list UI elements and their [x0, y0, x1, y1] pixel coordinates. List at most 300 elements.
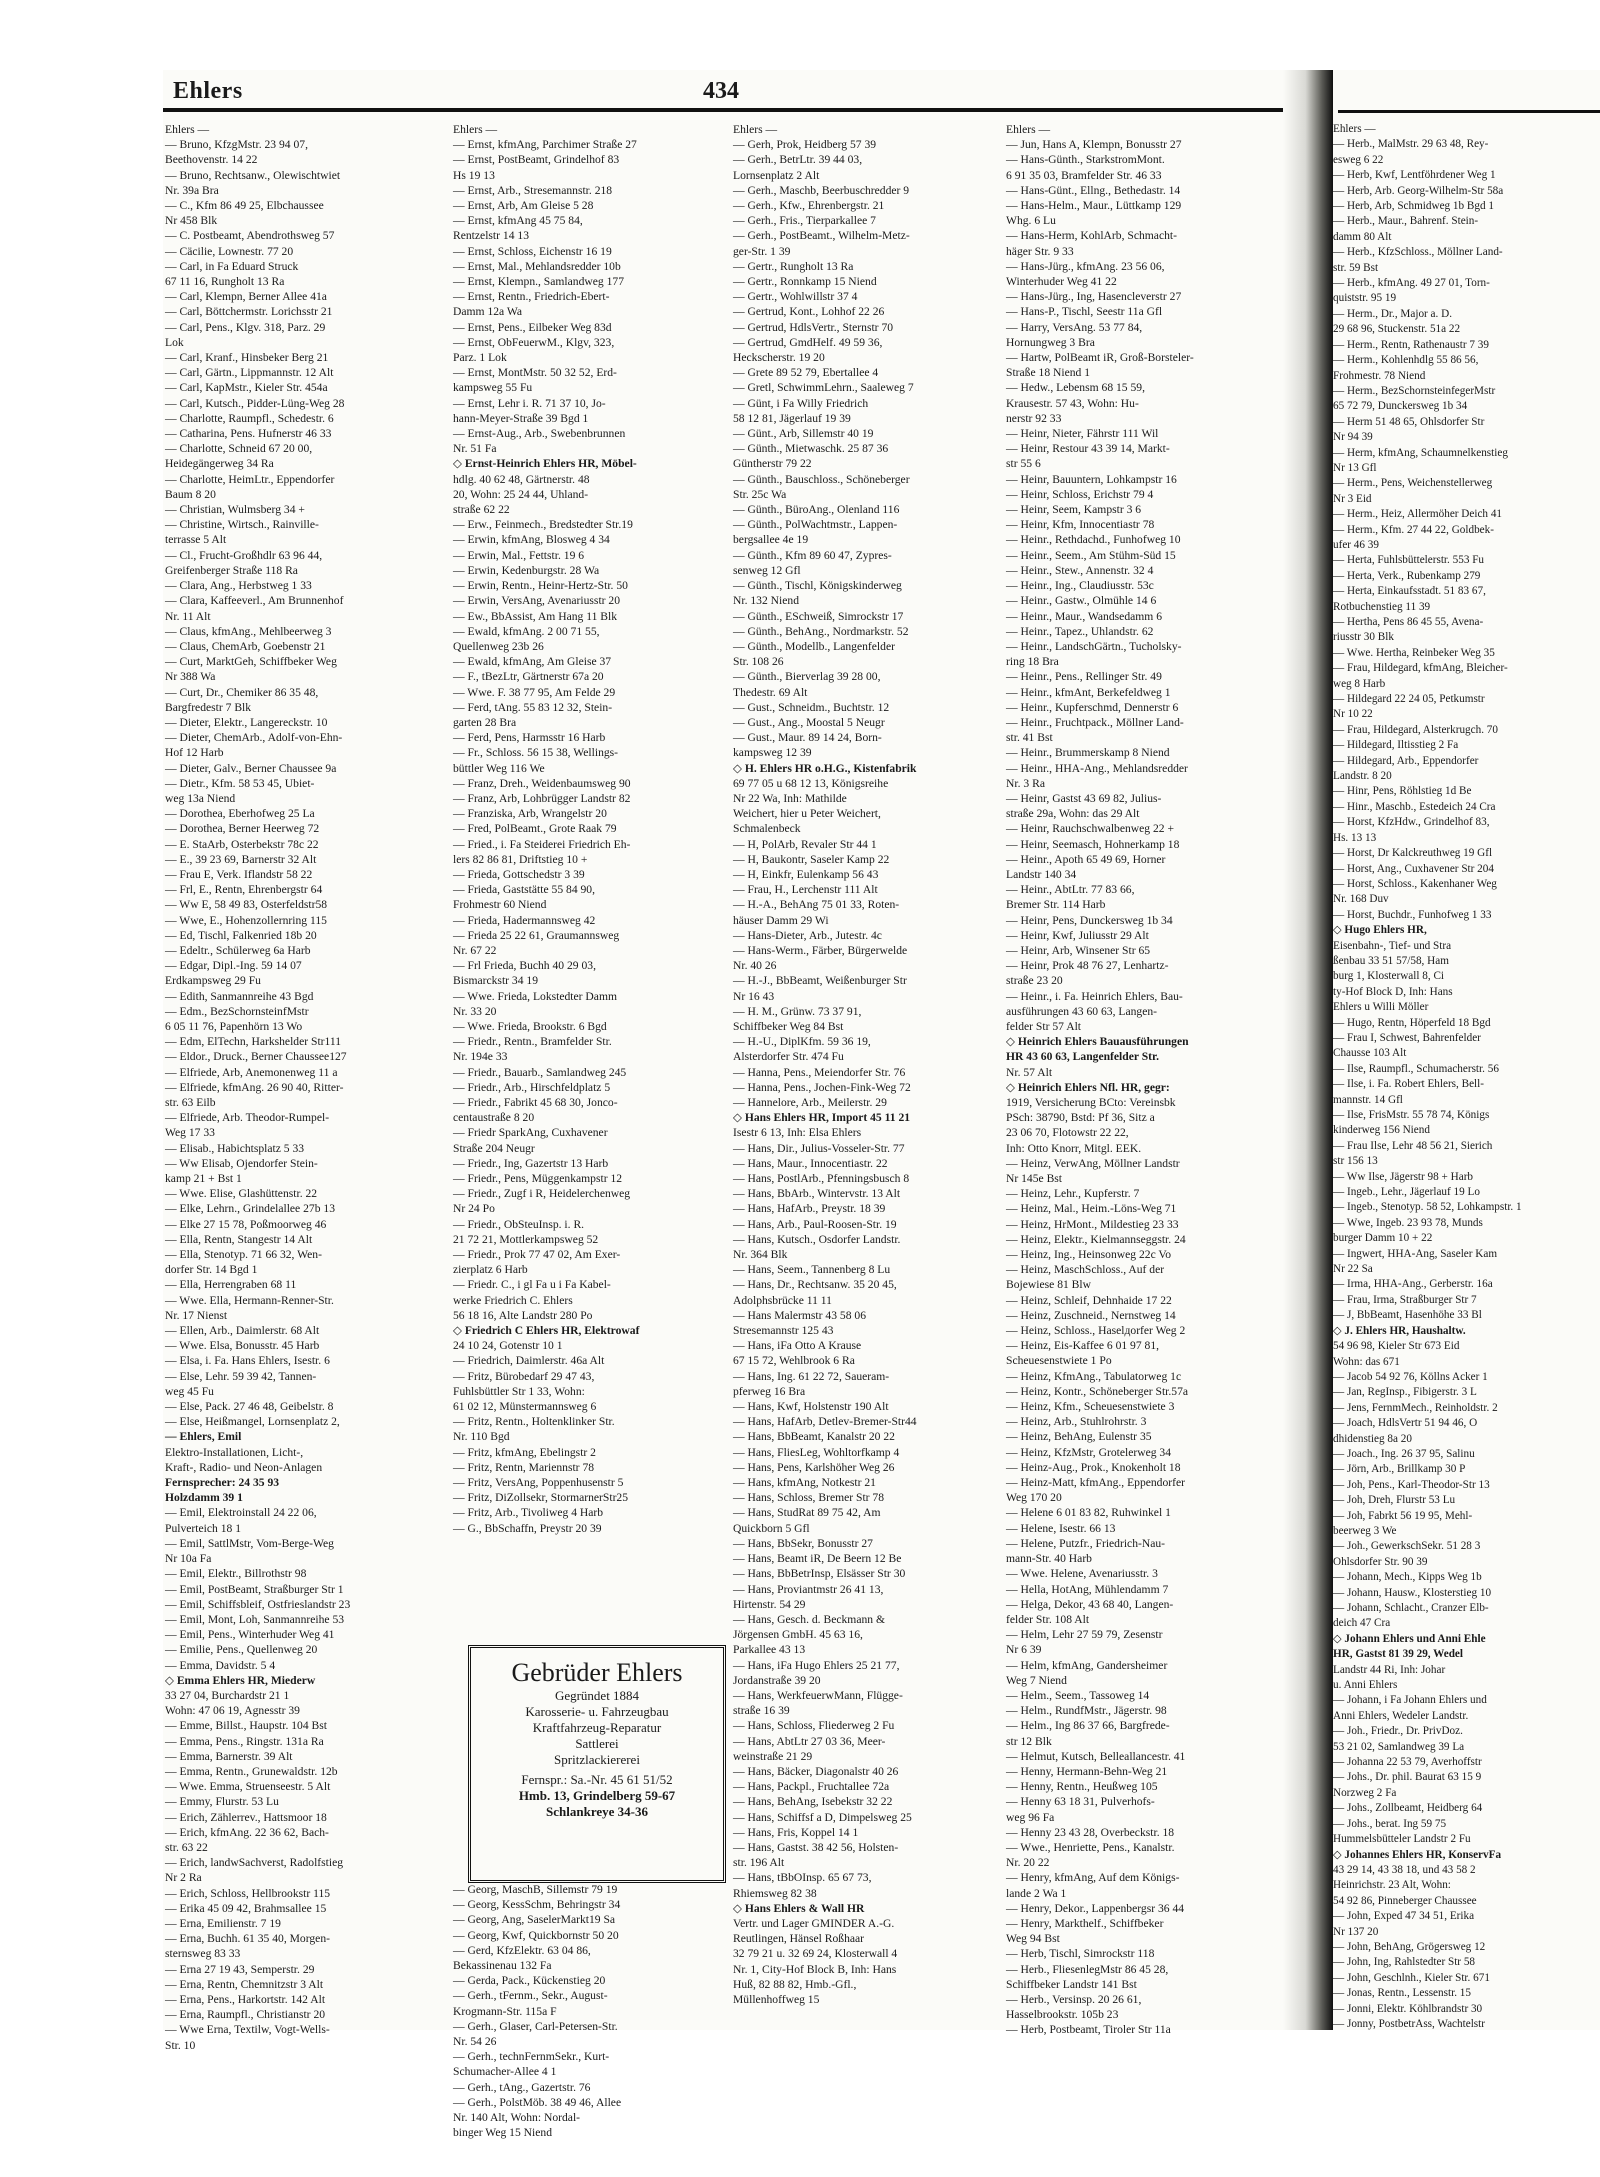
directory-entry: ◇ Hans Ehlers HR, Import 45 11 21 — [733, 1111, 911, 1125]
directory-entry: — Frau, Hildegard, Alsterkrugch. 70 — [1333, 723, 1498, 736]
directory-entry: — Ellen, Arb., Daimlerstr. 68 Alt — [165, 1324, 320, 1338]
directory-entry: terrasse 5 Alt — [165, 533, 227, 547]
ad-line-3: Sattlerei — [575, 1736, 619, 1751]
directory-entry: Nr. 364 Blk — [733, 1248, 788, 1262]
directory-entry: — Dorothea, Berner Heerweg 72 — [165, 822, 320, 836]
directory-entry: ◇ Johannes Ehlers HR, KonservFa — [1333, 1848, 1502, 1861]
directory-entry: werke Friedrich C. Ehlers — [453, 1293, 573, 1307]
directory-entry: — Gerh., tAng., Gazertstr. 76 — [453, 2080, 591, 2094]
directory-entry: — Hildegard 22 24 05, Petkumstr — [1333, 693, 1485, 706]
directory-entry: — Ferd, Pens, Harmsstr 16 Harb — [453, 731, 606, 745]
directory-entry: — Edgar, Dipl.-Ing. 59 14 07 — [165, 959, 302, 973]
directory-entry: — Dieter, Galv., Berner Chaussee 9a — [165, 761, 337, 775]
directory-entry: — Herta, Verk., Rubenkamp 279 — [1333, 569, 1481, 582]
directory-entry: 24 10 24, Gotenstr 10 1 — [453, 1339, 563, 1353]
directory-entry: weg 96 Fa — [1006, 1810, 1055, 1824]
directory-entry: 56 18 16, Alte Landstr 280 Po — [453, 1308, 593, 1322]
directory-entry: — Hans, Gastst. 38 42 56, Holsten- — [733, 1840, 899, 1854]
directory-entry: — Heinr., AbtLtr. 77 83 66, — [1006, 883, 1135, 897]
directory-entry: Nr. 57 Alt — [1006, 1065, 1053, 1079]
directory-entry: nerstr 92 33 — [1006, 411, 1062, 425]
directory-entry: Nr 10 22 — [1333, 708, 1373, 721]
directory-entry: — Friedr., Prok 77 47 02, Am Exer- — [453, 1248, 621, 1262]
directory-entry: hdlg. 40 62 48, Gärtnerstr. 48 — [453, 472, 590, 486]
directory-entry: — Hans-Dieter, Arb., Jutestr. 4c — [733, 928, 882, 942]
directory-entry: — Heinr., Fruchtpack., Möllner Land- — [1006, 715, 1184, 729]
directory-entry: — Heinz, Elektr., Kielmannseggstr. 24 — [1006, 1232, 1186, 1246]
directory-entry: — Carl, Pens., Klgv. 318, Parz. 29 — [165, 320, 326, 334]
directory-entry: — Johann, Schlacht., Cranzer Elb- — [1333, 1602, 1489, 1614]
ad-company-name: Gebrüder Ehlers — [511, 1658, 683, 1687]
directory-entry: Anni Ehlers, Wedeler Landstr. — [1333, 1709, 1469, 1722]
directory-entry: Frohmestr 60 Niend — [453, 898, 547, 912]
directory-entry: — Bruno, Rechtsanw., Olewischtwiet — [165, 168, 341, 182]
directory-entry: — Fr., Schloss. 56 15 38, Wellings- — [453, 746, 619, 760]
directory-entry: felder Str. 108 Alt — [1006, 1612, 1090, 1626]
directory-entry: — Hans, kfmAng, Notkestr 21 — [733, 1476, 876, 1490]
directory-entry: 20, Wohn: 25 24 44, Uhland- — [453, 487, 589, 501]
directory-entry: — Franz, Arb, Lohbrügger Landstr 82 — [453, 791, 631, 805]
directory-entry: — Gerh., Maschb, Beerbuschredder 9 — [733, 183, 910, 197]
directory-entry: dorfer Str. 14 Bgd 1 — [165, 1263, 258, 1277]
directory-entry: Isestr 6 13, Inh: Elsa Ehlers — [733, 1126, 862, 1140]
directory-entry: — Gerh., tFernm., Sekr., August- — [453, 1989, 608, 2003]
directory-entry: — Heinr, Pens, Dunckersweg 1b 34 — [1006, 913, 1173, 927]
directory-entry: — Carl, Kranf., Hinsbeker Berg 21 — [165, 351, 329, 365]
directory-entry: — Hans-Jürg., Ing, Hasencleverstr 27 — [1006, 290, 1182, 304]
directory-entry: Vertr. und Lager GMINDER A.-G. — [733, 1916, 895, 1930]
directory-entry: — Hildegard, Arb., Eppendorfer — [1333, 754, 1479, 767]
directory-entry: — Joh., GewerkschSekr. 51 28 3 — [1333, 1540, 1481, 1553]
directory-entry: — Heinr, Prok 48 76 27, Lenhartz- — [1006, 959, 1169, 973]
directory-entry: Damm 12a Wa — [453, 305, 523, 319]
ad-founded: Gegründet 1884 — [554, 1688, 640, 1703]
page-number: 434 — [703, 78, 739, 104]
directory-entry: — Heinz-Matt, kfmAng., Eppendorfer — [1006, 1476, 1186, 1490]
directory-entry: — Ernst, Arb., Stresemannstr. 218 — [453, 183, 613, 197]
directory-entry: — Gerh., Glaser, Carl-Petersen-Str. — [453, 2019, 618, 2033]
directory-entry: — Catharina, Pens. Hufnerstr 46 33 — [165, 427, 332, 441]
directory-entry: Parz. 1 Lok — [453, 351, 507, 365]
directory-entry: Baum 8 20 — [165, 487, 216, 501]
directory-entry: — Henny, Hermann-Behn-Weg 21 — [1006, 1764, 1168, 1778]
directory-entry: Nr. 1, City-Hof Block B, Inh: Hans — [733, 1962, 897, 1976]
directory-entry: — Wwe. F. 38 77 95, Am Felde 29 — [453, 685, 616, 699]
directory-entry: — Hans, Ing. 61 22 72, Saueram- — [733, 1369, 890, 1383]
directory-entry: 43 29 14, 43 38 18, und 43 58 2 — [1333, 1863, 1476, 1876]
directory-entry: — Gertr., Wohlwillstr 37 4 — [733, 290, 858, 304]
directory-entry: Bismarckstr 34 19 — [453, 974, 539, 988]
directory-entry: — Herb., Maur., Bahrenf. Stein- — [1333, 215, 1479, 228]
directory-entry: riusstr 30 Blk — [1333, 631, 1394, 644]
directory-entry: — Hans, WerkfeuerwMann, Flügge- — [733, 1688, 903, 1702]
directory-entry: — Hinr, Pens, Röhlstieg 1d Be — [1333, 785, 1472, 798]
directory-entry: — Hans, StudRat 89 75 42, Am — [733, 1506, 881, 1520]
directory-entry: Nr 22 Wa, Inh: Mathilde — [733, 791, 847, 805]
directory-entry: — Joach, HdlsVertr 51 94 46, O — [1333, 1417, 1478, 1430]
directory-entry: Wohn: 47 06 19, Agnesstr 39 — [165, 1704, 300, 1718]
directory-entry: 54 96 98, Kieler Str 673 Eid — [1333, 1340, 1460, 1353]
directory-entry: Nr. 67 22 — [453, 943, 497, 957]
directory-entry: — Heinz, Schleif, Dehnhaide 17 22 — [1006, 1293, 1172, 1307]
directory-entry: ◇ Heinrich Ehlers Nfl. HR, gegr: — [1006, 1080, 1170, 1094]
directory-entry: mannstr. 14 Gfl — [1333, 1093, 1403, 1106]
directory-entry: — Gretl, SchwimmLehrn., Saaleweg 7 — [733, 381, 914, 395]
column-2-tail — [453, 1882, 721, 2140]
directory-entry: garten 28 Bra — [453, 715, 517, 729]
directory-entry: — Hugo, Rentn, Höperfeld 18 Bgd — [1333, 1016, 1491, 1029]
directory-entry: beerweg 3 We — [1333, 1524, 1397, 1537]
directory-entry: Nr 3 Eid — [1333, 492, 1372, 505]
directory-entry: Jörgensen GmbH. 45 63 16, — [733, 1628, 863, 1642]
directory-entry: binger Weg 15 Niend — [453, 2126, 552, 2140]
directory-entry: Hs. 13 13 — [1333, 831, 1377, 844]
directory-entry: Nr. 3 Ra — [1006, 776, 1045, 790]
directory-entry: — Heinr, Seemasch, Hohnerkamp 18 — [1006, 837, 1180, 851]
directory-entry: — Carl, Klempn, Berner Allee 41a — [165, 290, 327, 304]
directory-entry: ◇ Ernst-Heinrich Ehlers HR, Möbel- — [453, 457, 637, 471]
directory-entry: — Ilse, Raumpfl., Schumacherstr. 56 — [1333, 1062, 1499, 1075]
column-3 — [733, 122, 1001, 2007]
directory-entry: — Hans, Kutsch., Osdorfer Landstr. — [733, 1232, 901, 1246]
directory-entry: — Heinr., Stew., Annenstr. 32 4 — [1006, 563, 1154, 577]
directory-entry: Norzweg 2 Fa — [1333, 1786, 1397, 1799]
directory-entry: — Gerd, KfzElektr. 63 04 86, — [453, 1943, 591, 1957]
directory-entry: — H, Einkfr, Eulenkamp 56 43 — [733, 867, 879, 881]
directory-entry: — Ew., BbAssist, Am Hang 11 Blk — [453, 609, 618, 623]
directory-entry: — Erwin, Rentn., Heinr-Hertz-Str. 50 — [453, 579, 628, 593]
directory-entry: Fuhlsbüttler Str 1 33, Wohn: — [453, 1384, 585, 1398]
directory-entry: — Heinr., Pens., Rellinger Str. 49 — [1006, 670, 1162, 684]
directory-entry: zierplatz 6 Harb — [453, 1263, 528, 1277]
directory-entry: — Wwe. Frieda, Lokstedter Damm — [453, 989, 617, 1003]
directory-entry: str. 41 Bst — [1006, 731, 1053, 745]
column-1 — [165, 122, 433, 2053]
directory-entry: mann-Str. 40 Harb — [1006, 1552, 1092, 1566]
directory-entry: häger Str. 9 33 — [1006, 244, 1074, 258]
directory-entry: — Herb, Tischl, Simrockstr 118 — [1006, 1947, 1155, 1961]
directory-entry: — Grete 89 52 79, Ebertallee 4 — [733, 366, 879, 380]
directory-entry: Rhiemsweg 82 38 — [733, 1886, 817, 1900]
directory-entry: — Charlotte, HeimLtr., Eppendorfer — [165, 472, 335, 486]
directory-entry: — Hans, Maur., Innocentiastr. 22 — [733, 1156, 888, 1170]
directory-entry: pferweg 16 Bra — [733, 1384, 806, 1398]
directory-entry: — Dietr., Kfm. 58 53 45, Ubiet- — [165, 776, 315, 790]
directory-entry: damm 80 Alt — [1333, 230, 1392, 243]
ad-address-2: Schlankreye 34-36 — [546, 1804, 648, 1819]
directory-entry: — Helene, Isestr. 66 13 — [1006, 1521, 1116, 1535]
directory-entry: — Heinz, KfmAng., Tabulatorweg 1c — [1006, 1369, 1182, 1383]
directory-entry: — Emma, Pens., Ringstr. 131a Ra — [165, 1734, 324, 1748]
directory-entry: Müllenhoffweg 15 — [733, 1992, 820, 2006]
running-head-surname: Ehlers — [173, 78, 243, 104]
directory-entry: — Wwe Erna, Textilw, Vogt-Wells- — [165, 2023, 330, 2037]
directory-entry: — Emil, Pens., Winterhuder Weg 41 — [165, 1628, 335, 1642]
column-2 — [453, 122, 721, 1536]
directory-entry: 61 02 12, Münstermannsweg 6 — [453, 1400, 597, 1414]
directory-entry: — Hans, iFa Otto A Krause — [733, 1339, 862, 1353]
directory-entry: — Dorothea, Eberhofweg 25 La — [165, 807, 315, 821]
directory-entry: — Günth., Modellb., Langenfelder — [733, 639, 895, 653]
directory-entry: — Elisab., Habichtsplatz 5 33 — [165, 1141, 305, 1155]
directory-entry: — Emme, Billst., Haupstr. 104 Bst — [165, 1719, 327, 1733]
directory-entry: — Hildegard, Iltisstieg 2 Fa — [1333, 739, 1459, 752]
directory-entry: — Johann, Mech., Kipps Weg 1b — [1333, 1571, 1482, 1584]
directory-entry: — Hans Malermstr 43 58 06 — [733, 1308, 866, 1322]
directory-entry: — Hannelore, Arb., Meilerstr. 29 — [733, 1096, 887, 1109]
directory-entry: — Ingwert, HHA-Ang, Saseler Kam — [1333, 1247, 1498, 1260]
directory-entry: — Dieter, Elektr., Langereckstr. 10 — [165, 715, 328, 729]
directory-entry: — Herb., FliesenlegMstr 86 45 28, — [1006, 1962, 1169, 1976]
directory-entry: — Frl Frieda, Buchh 40 29 03, — [453, 959, 596, 973]
directory-entry: — Heinz, BehAng, Eulenstr 35 — [1006, 1430, 1152, 1444]
directory-entry: — Frau, H., Lerchenstr 111 Alt — [733, 883, 878, 897]
directory-entry: 67 11 16, Rungholt 13 Ra — [165, 275, 285, 289]
directory-entry: — Ernst, PostBeamt, Grindelhof 83 — [453, 153, 620, 167]
directory-entry: Str. 25c Wa — [733, 487, 787, 501]
directory-entry: — Johs., Dr. phil. Baurat 63 15 9 — [1333, 1771, 1482, 1784]
directory-entry: — Herb, Arb, Schmidweg 1b Bgd 1 — [1333, 200, 1494, 213]
directory-entry: weinstraße 21 29 — [733, 1749, 813, 1763]
directory-entry: — Herta, Einkaufsstadt. 51 83 67, — [1333, 585, 1486, 598]
directory-entry: — Ilse, i. Fa. Robert Ehlers, Bell- — [1333, 1078, 1485, 1091]
directory-entry: — Hans, Seem., Tannenberg 8 Lu — [733, 1263, 891, 1277]
directory-entry: Reutlingen, Hänsel Roßhaar — [733, 1932, 865, 1946]
directory-entry: Weg 94 Bst — [1006, 1932, 1060, 1946]
directory-entry: straße 16 39 — [733, 1704, 790, 1718]
directory-entry: — Jan, RegInsp., Fibigerstr. 3 L — [1333, 1386, 1477, 1399]
directory-entry: Adolphsbrücke 11 11 — [733, 1293, 832, 1307]
ad-line-2: Kraftfahrzeug-Reparatur — [532, 1720, 662, 1735]
directory-entry: — Herb., KfzSchloss., Möllner Land- — [1333, 246, 1503, 259]
directory-entry: Inh: Otto Knorr, Mitgl. EEK. — [1006, 1141, 1142, 1155]
directory-entry: — Ella, Rentn, Stangestr 14 Alt — [165, 1232, 313, 1246]
directory-entry: — Wwe. Emma, Struenseestr. 5 Alt — [165, 1780, 331, 1794]
directory-entry: Krogmann-Str. 115a F — [453, 2004, 557, 2018]
directory-entry: Scheuesenstwiete 1 Po — [1006, 1354, 1112, 1368]
directory-entry: Str. 108 26 — [733, 655, 784, 669]
directory-entry: — Wwe. Elise, Glashüttenstr. 22 — [165, 1187, 318, 1201]
directory-entry: Chausse 103 Alt — [1333, 1047, 1407, 1060]
directory-entry: — Günth., Tischl, Königskinderweg — [733, 579, 902, 593]
directory-entry: Nr. 51 Fa — [453, 442, 497, 456]
directory-entry: — Heinz, Lehr., Kupferstr. 7 — [1006, 1187, 1140, 1201]
directory-entry: — Ernst, Lehr i. R. 71 37 10, Jo- — [453, 396, 606, 410]
directory-entry: 69 77 05 u 68 12 13, Königsreihe — [733, 776, 889, 790]
directory-entry: — Johs., berat. Ing 59 75 — [1333, 1817, 1447, 1830]
directory-entry: — Ed, Tischl, Falkenried 18b 20 — [165, 928, 317, 942]
directory-entry: — Heinr., LandschGärtn., Tucholsky- — [1006, 639, 1182, 653]
directory-entry: — Elsa, i. Fa. Hans Ehlers, Isestr. 6 — [165, 1354, 330, 1368]
directory-entry: Ehlers — — [1333, 123, 1376, 135]
directory-entry: Nr. 39a Bra — [165, 183, 219, 197]
directory-entry: — Emma, Barnerstr. 39 Alt — [165, 1749, 293, 1763]
directory-entry: — Gerh., Fris., Tierparkallee 7 — [733, 214, 876, 228]
directory-entry: — Cl., Frucht-Großhdlr 63 96 44, — [165, 548, 323, 562]
directory-entry: senweg 12 Gfl — [733, 563, 801, 577]
directory-entry: 67 15 72, Wehlbrook 6 Ra — [733, 1354, 855, 1368]
directory-entry: 53 21 02, Samlandweg 39 La — [1333, 1740, 1465, 1753]
directory-entry: — John, BehAng, Grögersweg 12 — [1333, 1940, 1486, 1953]
directory-entry: — Hans, Beamt iR, De Beern 12 Be — [733, 1552, 902, 1566]
directory-entry: — Joh, Dreh, Flurstr 53 Lu — [1333, 1494, 1456, 1507]
directory-entry: ger-Str. 1 39 — [733, 244, 791, 258]
directory-entry: — Helm., RundfMstr., Jägerstr. 98 — [1006, 1704, 1167, 1718]
directory-entry: Schiffbeker Weg 84 Bst — [733, 1019, 844, 1033]
directory-entry: Elektro-Installationen, Licht-, — [165, 1445, 304, 1459]
directory-entry: kinderweg 156 Niend — [1333, 1124, 1430, 1137]
directory-page — [163, 70, 1600, 2140]
directory-entry: — Wwe. Frieda, Brookstr. 6 Bgd — [453, 1019, 607, 1033]
directory-entry: — Hans, iFa Hugo Ehlers 25 21 77, — [733, 1658, 900, 1672]
directory-entry: — Heinz, Ing., Heinsonweg 22c Vo — [1006, 1248, 1172, 1262]
directory-entry: Huß, 82 88 82, Hmb.-Gfl., — [733, 1977, 857, 1991]
directory-entry: — Fritz, DiZollsekr, StormarnerStr25 — [453, 1491, 629, 1505]
directory-entry: — Horst, Dr Kalckreuthweg 19 Gfl — [1333, 847, 1493, 860]
directory-entry: — C., Kfm 86 49 25, Elbchaussee — [165, 199, 324, 213]
directory-entry: — Herm, kfmAng, Schaumnelkenstieg — [1333, 446, 1508, 459]
directory-entry: centaustraße 8 20 — [453, 1111, 535, 1125]
directory-entry: — Hanna, Pens., Jochen-Fink-Weg 72 — [733, 1080, 911, 1094]
directory-entry: 58 12 81, Jägerlauf 19 39 — [733, 411, 851, 425]
directory-entry: — Edm., BezSchornsteinfMstr — [165, 1004, 309, 1018]
directory-entry: — Edeltr., Schülerweg 6a Harb — [165, 943, 311, 957]
directory-entry: — Friedr., Ing, Gazertstr 13 Harb — [453, 1156, 609, 1170]
directory-entry: dhidenstieg 8a 20 — [1333, 1432, 1412, 1445]
directory-entry: — Herb., kfmAng. 49 27 01, Torn- — [1333, 277, 1490, 290]
directory-entry: — Helm, kfmAng, Gandersheimer — [1006, 1658, 1168, 1672]
directory-entry: — Clara, Kaffeeverl., Am Brunnenhof — [165, 594, 344, 608]
directory-entry: Straße 18 Niend 1 — [1006, 366, 1091, 380]
directory-entry: — Emil, SattlMstr, Vom-Berge-Weg — [165, 1536, 334, 1550]
directory-entry: Eisenbahn-, Tief- und Stra — [1333, 939, 1452, 952]
directory-entry: — Herm., Heiz, Allermöher Deich 41 — [1333, 508, 1503, 521]
directory-entry: — Heinz, Kontr., Schöneberger Str.57a — [1006, 1384, 1189, 1398]
directory-entry: Jordanstraße 39 20 — [733, 1673, 821, 1687]
directory-entry: — Carl, Gärtn., Lippmannstr. 12 Alt — [165, 366, 334, 380]
directory-entry: — Claus, ChemArb, Goebenstr 21 — [165, 639, 326, 653]
directory-entry: str 156 13 — [1333, 1155, 1378, 1168]
directory-entry: — Helmut, Kutsch, Belleallancestr. 41 — [1006, 1749, 1186, 1763]
directory-entry: — Hans-Günth., StarkstromMont. — [1006, 153, 1165, 167]
directory-entry: — Fritz, Arb., Tivoliweg 4 Harb — [453, 1506, 604, 1520]
directory-entry: — Curt, MarktGeh, Schiffbeker Weg — [165, 655, 337, 669]
directory-entry: — Emil, Elektr., Billrothstr 98 — [165, 1567, 307, 1581]
directory-entry: — Gertr., Ronnkamp 15 Niend — [733, 275, 877, 289]
directory-entry: — Heinz, Arb., Stuhlrohrstr. 3 — [1006, 1415, 1147, 1429]
directory-entry: — Gust., Ang., Moostal 5 Neugr — [733, 715, 885, 729]
directory-entry: Str. 10 — [165, 2038, 196, 2052]
directory-entry: — Herta, Fuhlsbüttelerstr. 553 Fu — [1333, 554, 1485, 567]
directory-entry: kampsweg 55 Fu — [453, 381, 533, 395]
directory-entry: — Heinz, Kfm., Scheuesenstwiete 3 — [1006, 1400, 1175, 1414]
directory-entry: — Ernst, kfmAng, Parchimer Straße 27 — [453, 138, 637, 152]
directory-entry: — Hans-Helm., Maur., Lüttkamp 129 — [1006, 199, 1182, 213]
directory-entry: u. Anni Ehlers — [1333, 1679, 1398, 1692]
directory-entry: Nr 24 Po — [453, 1202, 495, 1216]
directory-entry: — Ernst, Rentn., Friedrich-Ebert- — [453, 290, 610, 304]
directory-entry: — Johann, Hausw., Klosterstieg 10 — [1333, 1586, 1492, 1599]
directory-entry: Pulverteich 18 1 — [165, 1521, 241, 1535]
directory-entry: — Wwe, E., Hohenzollernring 115 — [165, 913, 327, 927]
directory-entry: — H.-A., BehAng 75 01 33, Roten- — [733, 898, 900, 912]
directory-entry: ◇ Hugo Ehlers HR, — [1333, 924, 1427, 937]
directory-entry: Nr. 54 26 — [453, 2035, 497, 2049]
directory-entry: — Edm, ElTechn, Harkshelder Str111 — [165, 1035, 342, 1049]
directory-entry: — Hans, Schloss, Fliederweg 2 Fu — [733, 1719, 895, 1733]
directory-entry: Hs 19 13 — [453, 168, 495, 182]
directory-entry: — Hanna, Pens., Meiendorfer Str. 76 — [733, 1065, 906, 1079]
directory-entry: ◇ Friedrich C Ehlers HR, Elektrowaf — [453, 1324, 640, 1338]
directory-entry: — Herm., Pens, Weichenstellerweg — [1333, 477, 1493, 490]
directory-entry: — Helga, Dekor, 43 68 40, Langen- — [1006, 1597, 1174, 1611]
directory-entry: häuser Damm 29 Wi — [733, 913, 829, 927]
directory-entry: — Charlotte, Schneid 67 20 00, — [165, 442, 313, 456]
directory-entry: — Hans, BbSekr, Bonusstr 27 — [733, 1536, 873, 1550]
directory-entry: — Emmy, Flurstr. 53 Lu — [165, 1795, 279, 1809]
directory-entry: — Heinr., Apoth 65 49 69, Horner — [1006, 852, 1166, 866]
directory-entry: Bremer Str. 114 Harb — [1006, 898, 1106, 912]
directory-entry: — Hans-P., Tischl, Seestr 11a Gfl — [1006, 305, 1163, 319]
directory-entry: — Charlotte, Raumpfl., Schedestr. 6 — [165, 411, 334, 425]
directory-entry: burg 1, Klosterwall 8, Ci — [1333, 970, 1445, 983]
directory-entry: — Friedr., Fabrikt 45 68 30, Jonco- — [453, 1096, 618, 1109]
directory-entry: — Hans, Proviantmstr 26 41 13, — [733, 1582, 884, 1596]
directory-entry: Nr. 132 Niend — [733, 594, 800, 608]
directory-entry: — Joh, Pens., Karl-Theodor-Str 13 — [1333, 1478, 1490, 1491]
directory-entry: Landstr 44 Ri, Inh: Johar — [1333, 1663, 1446, 1676]
directory-entry: — Joh., Friedr., Dr. PrivDoz. — [1333, 1725, 1463, 1738]
directory-entry: — Erich, Zählerrev., Hattsmoor 18 — [165, 1810, 327, 1824]
directory-entry: — Heinr., Rethdachd., Funhofweg 10 — [1006, 533, 1181, 547]
directory-entry: — Georg, Ang, SaselerMarkt19 Sa — [453, 1913, 616, 1927]
directory-entry: — Else, Heißmangel, Lornsenplatz 2, — [165, 1415, 340, 1429]
directory-entry: — Ww Elisab, Ojendorfer Stein- — [165, 1156, 318, 1170]
directory-entry: — Heinr, Restour 43 39 14, Markt- — [1006, 442, 1170, 456]
directory-entry: — Ernst, Arb, Am Gleise 5 28 — [453, 199, 594, 213]
directory-entry: esweg 6 22 — [1333, 153, 1384, 166]
directory-entry: Weg 7 Niend — [1006, 1673, 1067, 1687]
header-rule — [163, 108, 1283, 112]
directory-entry: Ohlsdorfer Str. 90 39 — [1333, 1555, 1428, 1568]
directory-entry: — Gust., Schneidm., Buchtstr. 12 — [733, 700, 890, 714]
directory-entry: — Henny 23 43 28, Overbeckstr. 18 — [1006, 1825, 1175, 1839]
directory-entry: — Heinr., Maur., Wandsedamm 6 — [1006, 609, 1162, 623]
directory-entry: Lornsenplatz 2 Alt — [733, 168, 820, 182]
directory-entry: — Hans, PostlArb., Pfenningsbusch 8 — [733, 1172, 910, 1186]
directory-entry: Whg. 6 Lu — [1006, 214, 1056, 228]
directory-entry: — Joh, Fabrkt 56 19 95, Mehl- — [1333, 1509, 1473, 1522]
directory-entry: — Ernst-Aug., Arb., Swebenbrunnen — [453, 427, 626, 441]
directory-entry: Straße 204 Neugr — [453, 1141, 535, 1155]
directory-entry: — Clara, Ang., Herbstweg 1 33 — [165, 579, 312, 593]
directory-entry: — Ehlers, Emil — [165, 1430, 242, 1444]
directory-entry: — Edith, Sanmannreihe 43 Bgd — [165, 989, 314, 1003]
directory-entry: Nr 10a Fa — [165, 1552, 212, 1566]
directory-entry: — Hella, HotAng, Mühlendamm 7 — [1006, 1582, 1169, 1596]
directory-entry: — Friedr SparkAng, Cuxhavener — [453, 1126, 608, 1140]
directory-entry: — Hans, BbBetrInsp, Elsässer Str 30 — [733, 1567, 906, 1581]
directory-entry: Nr 145e Bst — [1006, 1172, 1063, 1186]
directory-entry: — Gerh., PolstMöb. 38 49 46, Allee — [453, 2095, 622, 2109]
directory-entry: Holzdamm 39 1 — [165, 1491, 243, 1505]
directory-entry: kampsweg 12 39 — [733, 746, 812, 760]
directory-entry: — Hans-Herm, KohlArb, Schmacht- — [1006, 229, 1177, 243]
directory-entry: — Fried., i. Fa Steiderei Friedrich Eh- — [453, 837, 631, 851]
directory-entry: — Heinz, Zuschneid., Nernstweg 14 — [1006, 1308, 1176, 1322]
directory-entry: lande 2 Wa 1 — [1006, 1886, 1067, 1900]
directory-entry: — Johann, i Fa Johann Ehlers und — [1333, 1694, 1487, 1707]
